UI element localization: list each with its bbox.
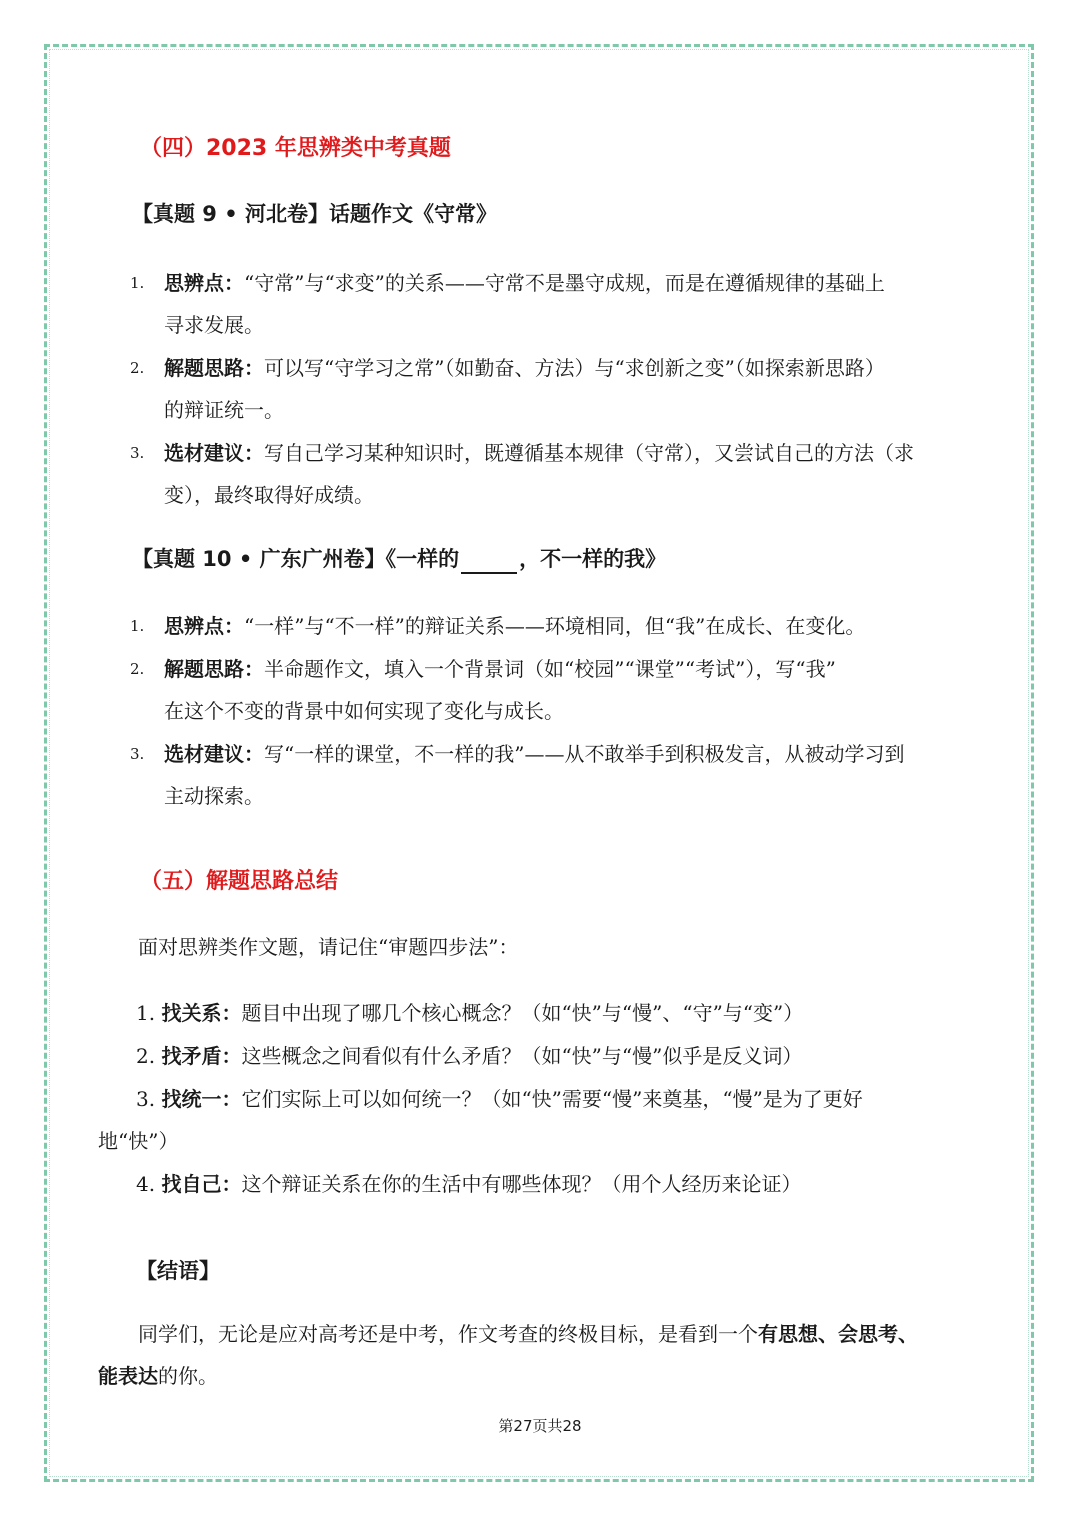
item-number: 3. bbox=[130, 745, 145, 763]
question-10-title-b: ，不一样的我》 bbox=[519, 547, 667, 571]
item-text: 半命题作文，填入一个背景词（如“校园”“课堂”“考试”），写“我” bbox=[264, 657, 836, 681]
step-3 bbox=[136, 1078, 863, 1120]
step-text: 它们实际上可以如何统一？（如“快”需要“慢”来奠基，“慢”是为了更好 bbox=[241, 1087, 863, 1111]
section-4-title: （四）2023 年思辨类中考真题 bbox=[140, 136, 451, 161]
item-text: “守常”与“求变”的关系——守常不是墨守成规，而是在遵循规律的基础上 bbox=[244, 271, 885, 295]
item-number: 2. bbox=[130, 660, 145, 678]
item-text-cont: 在这个不变的背景中如何实现了变化与成长。 bbox=[164, 699, 564, 723]
step-text: 这个辩证关系在你的生活中有哪些体现？（用个人经历来论证） bbox=[241, 1172, 802, 1196]
conclusion-text-b: 的你。 bbox=[158, 1364, 218, 1388]
conclusion-bold-a: 有思想、会思考、 bbox=[758, 1322, 918, 1346]
step-text: 题目中出现了哪几个核心概念？（如“快”与“慢”、“守”与“变”） bbox=[241, 1001, 804, 1025]
conclusion-text-a: 同学们，无论是应对高考还是中考，作文考查的终极目标，是看到一个 bbox=[138, 1322, 758, 1346]
item-number: 2. bbox=[130, 359, 145, 377]
item-label: 思辨点： bbox=[164, 614, 244, 638]
step-number: 2. bbox=[136, 1044, 156, 1068]
item-label: 选材建议： bbox=[164, 742, 264, 766]
item-number: 3. bbox=[130, 444, 145, 462]
item-text: “一样”与“不一样”的辩证关系——环境相同，但“我”在成长、在变化。 bbox=[244, 614, 866, 638]
question-10-title bbox=[132, 544, 666, 574]
conclusion-title: 【结语】 bbox=[136, 1259, 220, 1283]
step-label: 找自己： bbox=[161, 1172, 242, 1196]
step-4 bbox=[136, 1163, 801, 1205]
conclusion-text-line2 bbox=[98, 1355, 218, 1397]
item-label: 选材建议： bbox=[164, 441, 264, 465]
conclusion-text-line1 bbox=[138, 1313, 918, 1355]
section-5-intro: 面对思辨类作文题，请记住“审题四步法”： bbox=[138, 935, 519, 959]
item-label: 解题思路： bbox=[164, 356, 264, 380]
item-number: 1. bbox=[130, 617, 145, 635]
conclusion-bold-b: 能表达 bbox=[98, 1364, 158, 1388]
step-3-cont: 地“快”） bbox=[98, 1129, 179, 1153]
item-text: 写自己学习某种知识时，既遵循基本规律（守常），又尝试自己的方法（求 bbox=[264, 441, 914, 465]
step-label: 找矛盾： bbox=[161, 1044, 242, 1068]
item-text: 可以写“守学习之常”（如勤奋、方法）与“求创新之变”（如探索新思路） bbox=[264, 356, 885, 380]
item-text-cont: 寻求发展。 bbox=[164, 313, 264, 337]
item-text: 写“一样的课堂，不一样的我”——从不敢举手到积极发言，从被动学习到 bbox=[264, 742, 905, 766]
step-number: 1. bbox=[136, 1001, 156, 1025]
item-text-cont: 的辩证统一。 bbox=[164, 398, 284, 422]
item-label: 思辨点： bbox=[164, 271, 244, 295]
fill-blank bbox=[461, 550, 517, 574]
step-label: 找统一： bbox=[161, 1087, 242, 1111]
step-number: 4. bbox=[136, 1172, 156, 1196]
step-text: 这些概念之间看似有什么矛盾？（如“快”与“慢”似乎是反义词） bbox=[241, 1044, 803, 1068]
question-10-title-a: 【真题 10 • 广东广州卷】《一样的 bbox=[132, 547, 460, 571]
item-number: 1. bbox=[130, 274, 145, 292]
step-1 bbox=[136, 992, 803, 1034]
item-label: 解题思路： bbox=[164, 657, 264, 681]
step-label: 找关系： bbox=[161, 1001, 242, 1025]
section-5-title: （五）解题思路总结 bbox=[140, 869, 339, 894]
step-2 bbox=[136, 1035, 802, 1077]
item-text-cont: 主动探索。 bbox=[164, 784, 264, 808]
question-9-title: 【真题 9 • 河北卷】话题作文《守常》 bbox=[132, 202, 497, 226]
step-number: 3. bbox=[136, 1087, 156, 1111]
item-text-cont: 变），最终取得好成绩。 bbox=[164, 483, 374, 507]
page-footer: 第27页共28 bbox=[498, 1417, 582, 1435]
